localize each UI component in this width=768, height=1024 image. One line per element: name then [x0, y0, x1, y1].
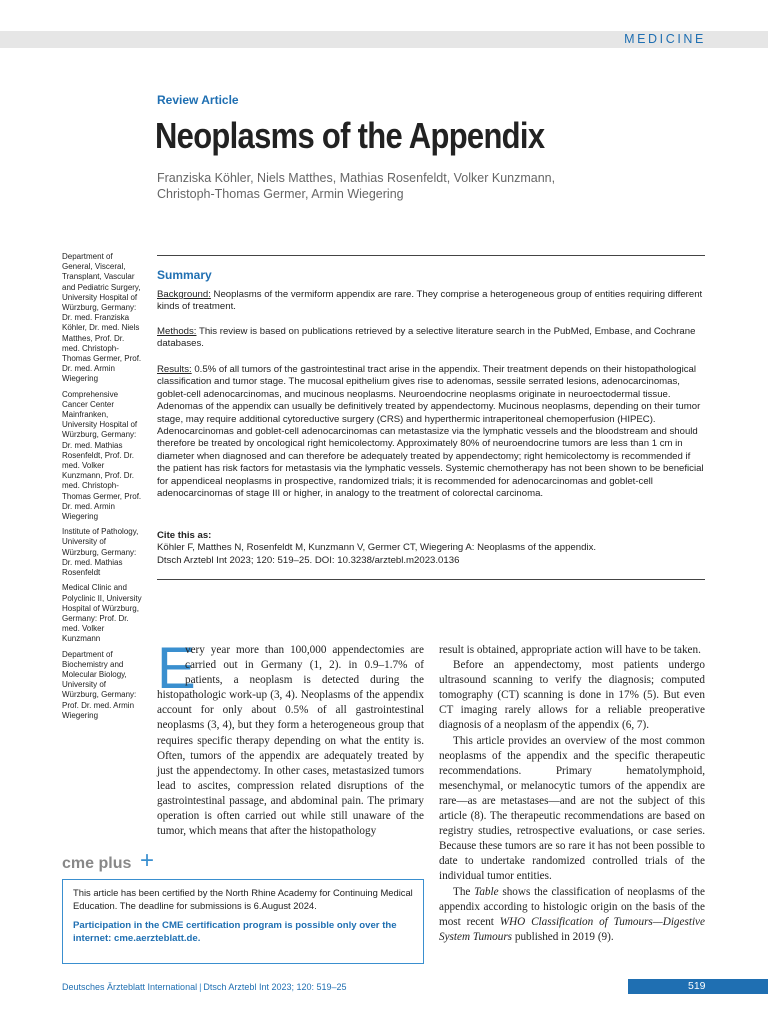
page-number: 519: [628, 979, 768, 994]
background-text: Neoplasms of the vermiform appendix are rare. They comprise a heterogeneous group of entities requiring different kinds of treatment.: [157, 289, 703, 313]
text-run: The: [453, 885, 475, 898]
journal-name: Deutsches Ärzteblatt International: [62, 982, 198, 992]
background-label: Background:: [157, 289, 211, 300]
who-classification-title: WHO Classification of Tumours—Digestive System Tumours: [439, 915, 705, 943]
body-column-left: [157, 643, 424, 839]
text-run: shows the classification of neoplasms of the appendix according to histologic origin on the basis of the most recent: [439, 885, 705, 928]
authors-line: Franziska Köhler, Niels Matthes, Mathias Rosenfeldt, Volker Kunzmann,: [157, 171, 556, 185]
drop-cap: E: [157, 636, 196, 701]
cme-box: [62, 879, 424, 964]
summary-background: [157, 289, 705, 314]
affiliations-column: [62, 252, 144, 726]
summary-box: [157, 255, 705, 580]
footer: [62, 982, 347, 992]
section-label: MEDICINE: [624, 32, 706, 46]
body-paragraph: Before an appendectomy, most patients undergo ultrasound scanning to verify the diagnosis; computed tomography (CT) scanning is done in 17% (5). But even CT imaging rarely allows for a reliable preoperative diagnosis of a neoplasm of the appendix (6, 7).: [439, 659, 705, 732]
body-column-right: [439, 643, 705, 945]
cite-line: Köhler F, Matthes N, Rosenfeldt M, Kunzmann V, Germer CT, Wiegering A: Neoplasms of the appendix.: [157, 542, 597, 554]
methods-text: This review is based on publications retrieved by a selective literature search in the PubMed, Embase, and Cochrane databases.: [157, 326, 696, 350]
article-title: Neoplasms of the Appendix: [155, 115, 545, 156]
plus-icon: +: [140, 847, 155, 874]
methods-label: Methods:: [157, 326, 197, 337]
cme-link[interactable]: Participation in the CME certification program is possible only over the internet: cme.aerzteblatt.de.: [73, 920, 397, 944]
footer-citation: Dtsch Arztebl Int 2023; 120: 519–25: [203, 982, 347, 992]
body-paragraph: very year more than 100,000 appendectomies are carried out in Germany (1, 2). in 0.9–1.7% of patients, a neoplasm is detected during the histopathologic work-up (3, 4). Neoplasms of the appendix account for only about 0.5% of all gastrointestinal neoplasms (3, 4), but they form a heterogeneous group that requires specific therapy depending on what the entity is. Often, tumors of the appendix are adequately treated by just the appendectomy. In other cases, metastasized tumors lead to ascites, compression related disruptions of the gastrointestinal passage, and abdominal pain. The primary operation is often carried out while still unaware of the tumor, which means that after the histopathology: [157, 644, 424, 838]
affiliation: Medical Clinic and Polyclinic II, University Hospital of Würzburg, Germany: Prof. Dr. med. Volker Kunzmann: [62, 583, 142, 644]
author-list: [157, 170, 637, 202]
cite-line: Dtsch Arztebl Int 2023; 120: 519–25. DOI: 10.3238/arztebl.m2023.0136: [157, 554, 460, 566]
results-label: Results:: [157, 364, 192, 375]
affiliation: Department of Biochemistry and Molecular Biology, University of Würzburg, Germany: Prof. Dr. med. Armin Wiegering: [62, 649, 137, 720]
summary-results: [157, 364, 705, 500]
authors-line: Christoph-Thomas Germer, Armin Wiegering: [157, 187, 404, 201]
affiliation: Comprehensive Cancer Center Mainfranken, University Hospital of Würzburg, Germany: Dr. med. Mathias Rosenfeldt, Prof. Dr. med. Volker Kunzmann, Prof. Dr. med. Christoph-Thomas Germer, Prof. Dr. med. Armin Wiegering: [62, 389, 142, 522]
cme-section: [62, 847, 424, 964]
affiliation: Institute of Pathology, University of Würzburg, Germany: Dr. med. Mathias Rosenfeldt: [62, 527, 139, 578]
body-paragraph: result is obtained, appropriate action will have to be taken.: [439, 644, 701, 656]
cme-heading: cme plus: [62, 855, 132, 872]
text-run: published in 2019 (9).: [512, 930, 614, 943]
article-type: Review Article: [157, 93, 239, 107]
table-reference[interactable]: Table: [474, 885, 499, 898]
cme-text: This article has been certified by the North Rhine Academy for Continuing Medical Education. The deadline for submissions is 6.August 2024.: [73, 887, 413, 911]
cite-block: [157, 530, 705, 567]
results-text: 0.5% of all tumors of the gastrointestinal tract arise in the appendix. Their treatment depends on their histopathological classification and tumor stage. The mucosal epithelium gives rise to adenomas, sessile serrated lesions, adenocarcinomas, goblet-cell adenocarcinomas, and mucinous neoplasms. Neuroendocrine neoplasms originate in neuroectodermal tissue. Adenomas of the appendix can usually be definitively treated by appendectomy. Mucinous neoplasms, depending on their tumor stage, may require additional cytoreductive surgery (CRS) and hyperthermic intraperitoneal chemoperfusion (HIPEC). Adenocarcinomas and goblet-cell adenocarcinomas can metastasize via the lymphatic vessels and the bloodstream and should therefore be treated by oncological right hemicolectomy. Approximately 80% of neuroendocrine tumors are less than 1 cm in diameter when diagnosed and can therefore be adequately treated by appendectomy; right hemicolectomy is recommended if the patient has risk factors for metastasis via the lymphatic vessels. Systemic chemotherapy has not been shown to be beneficial for appendiceal neoplasms in prospective, randomized trials; it is recommended for adenocarcinomas and goblet-cell adenocarcinomas of stage III or higher, in analogy to the treatment of colorectal carcinoma.: [157, 364, 704, 500]
footer-separator: |: [199, 982, 202, 992]
summary-methods: [157, 326, 705, 351]
cite-title: Cite this as:: [157, 530, 212, 541]
body-paragraph: This article provides an overview of the most common neoplasms of the appendix and the specific therapeutic recommendations. Primary hematolymphoid, mesenchymal, or melanocytic tumors of the appendix are rare—as are metastases—and are not the subject of this article (8). The therapeutic recommendations are based on registry studies, retrospective evaluations, or case series. Because these tumors are so rare it has not been possible to date to undertake randomized controlled trials of the individual tumor entities.: [439, 734, 705, 883]
affiliation: Department of General, Visceral, Transplant, Vascular and Pediatric Surgery, University Hospital of Würzburg, Germany: Dr. med. Franziska Köhler, Dr. med. Niels Matthes, Prof. Dr. med. Christoph-Thomas Germer, Prof. Dr. med. Armin Wiegering: [62, 252, 142, 384]
body-paragraph: [439, 885, 705, 945]
summary-title: Summary: [157, 268, 212, 282]
